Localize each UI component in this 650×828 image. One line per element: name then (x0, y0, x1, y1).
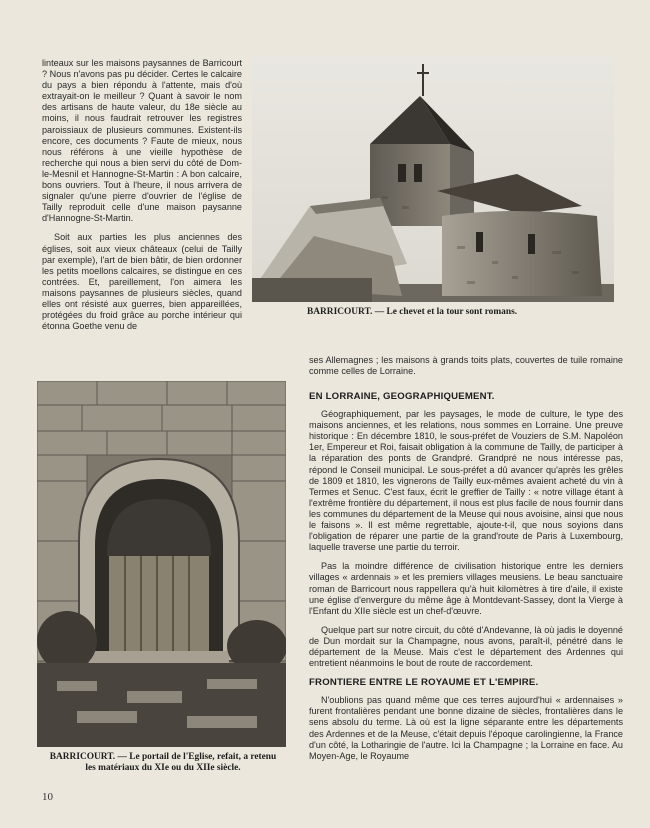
continuation-paragraph: ses Allemagnes ; les maisons à grands toits plats, couvertes de tuile romaine comme celles de Lorraine. (309, 355, 623, 377)
photo-caption-top: BARRICOURT. — Le chevet et la tour sont romans. (307, 307, 518, 317)
section-heading-lorraine: EN LORRAINE, GEOGRAPHIQUEMENT. (309, 391, 495, 402)
lorraine-paragraph-2: Pas la moindre différence de civilisation historique entre les derniers villages « ardennais » et les premiers villages meusiens. Le beau sanctuaire roman de Barricourt nous rappellera qu'à huit kilomètres à tire d'aile, il existe une église d'envergure du même âge à Montdevant-Sassey, dont la Vierge à l'Enfant du XIIe siècle est un chef-d'œuvre. (309, 561, 623, 616)
left-paragraph-1: linteaux sur les maisons paysannes de Barricourt ? Nous n'avons pas pu décider. Certes le calcaire du pays a bien répondu à l'attente, mais d'où extrayait-on le meilleur ? Quant à savoir le nom des artisans de haute valeur, du 18e siècle au moins, il nous faudrait retrouver les registres paroissiaux de plusieurs communes. Existent-ils encore, ces documents ? Faute de mieux, nous nous référons à une vieille hypothèse de recherche qui nous a bien servi du côté de Dom-le-Mesnil et Hannogne-St-Martin : A bon calcaire, bons ouvriers. Tout à l'heure, il nous arrivera de signaler qu'une pierre d'ouvrier de l'église de Tailly reproduit celle d'une maison paysanne d'Hannogne-St-Martin. (42, 58, 242, 224)
right-column-continuation (309, 355, 623, 385)
left-column-text (42, 58, 242, 340)
page-number: 10 (42, 791, 53, 803)
caption-bottom-line-1: BARRICOURT. — Le portail de l'Eglise, refait, a retenu (49, 752, 277, 762)
right-column-text (309, 391, 623, 770)
lorraine-paragraph-1: Géographiquement, par les paysages, le mode de culture, le type des maisons anciennes, et les relations, nous sommes en Lorraine. Une preuve historique : En décembre 1810, le sous-préfet de Vouziers de S.M. Napoléon 1er, Empereur et Roi, faisait obligation à la commune de Tailly, de participer à la réparation des ponts de Grandpré. Grandpré ne nous intéresse pas, répond le Conseil municipal. Le sous-préfet a dû avancer qu'après les grêles de 1809 et 1810, les vignerons de Tailly eux-mêmes avaient acheté du vin à Termes et Senuc. C'est faux, écrit le greffier de Tailly : « notre village étant à l'extrême frontière du département, il nous est plus facile de nous fournir dans les communes du département de la Meuse qui nous avoisine, ainsi que nous le faisons ». Il est même regrettable, ajoute-t-il, que nous soyions dans l'obligation de réparer une partie de la grand'route de Paris à Luxembourg, laquelle traverse une partie du terroir. (309, 409, 623, 553)
church-portal-photo (37, 381, 286, 747)
caption-bottom-line-2: les matériaux du XIe ou du XIIe siècle. (85, 763, 241, 773)
frontiere-paragraph-1: N'oublions pas quand même que ces terres aujourd'hui « ardennaises » furent frontalières pendant une bonne dizaine de siècles, frontalières dans le sens absolu du terme. Là où est la ligne séparante entre les départements des Ardennes et de la Meuse, c'était depuis l'époque carolingienne, la France d'un côté, la Lotharingie de l'autre. Ici la Champagne ; la Lorraine en face. Au Moyen-Age, le Royaume (309, 695, 623, 761)
photo-caption-bottom (37, 752, 289, 774)
church-chevet-photo (252, 56, 614, 302)
left-paragraph-2: Soit aux parties les plus anciennes des églises, soit aux vieux châteaux (celui de Tailly par exemple), l'art de bien bâtir, de bien ordonner les petits moellons calcaires, se distingue en ces contrées. Et, pareillement, l'on aimera les maisons paysannes de plusieurs siècles, quand elles ont résisté aux guerres, bien appareillées, protégées du froid grâce au porche intérieur qui étonna Goethe venu de (42, 232, 242, 332)
lorraine-paragraph-3: Quelque part sur notre circuit, du côté d'Andevanne, là où jadis le doyenné de Dun mordait sur la Champagne, nous avons, paraît-il, pénétré dans le département de la Meuse. Mais c'est le département des Ardennes qui entretient néanmoins le bout de route de raccordement. (309, 624, 623, 669)
church-portal-image (37, 381, 286, 747)
church-chevet-image (252, 56, 614, 302)
section-heading-frontiere: FRONTIERE ENTRE LE ROYAUME ET L'EMPIRE. (309, 677, 539, 689)
